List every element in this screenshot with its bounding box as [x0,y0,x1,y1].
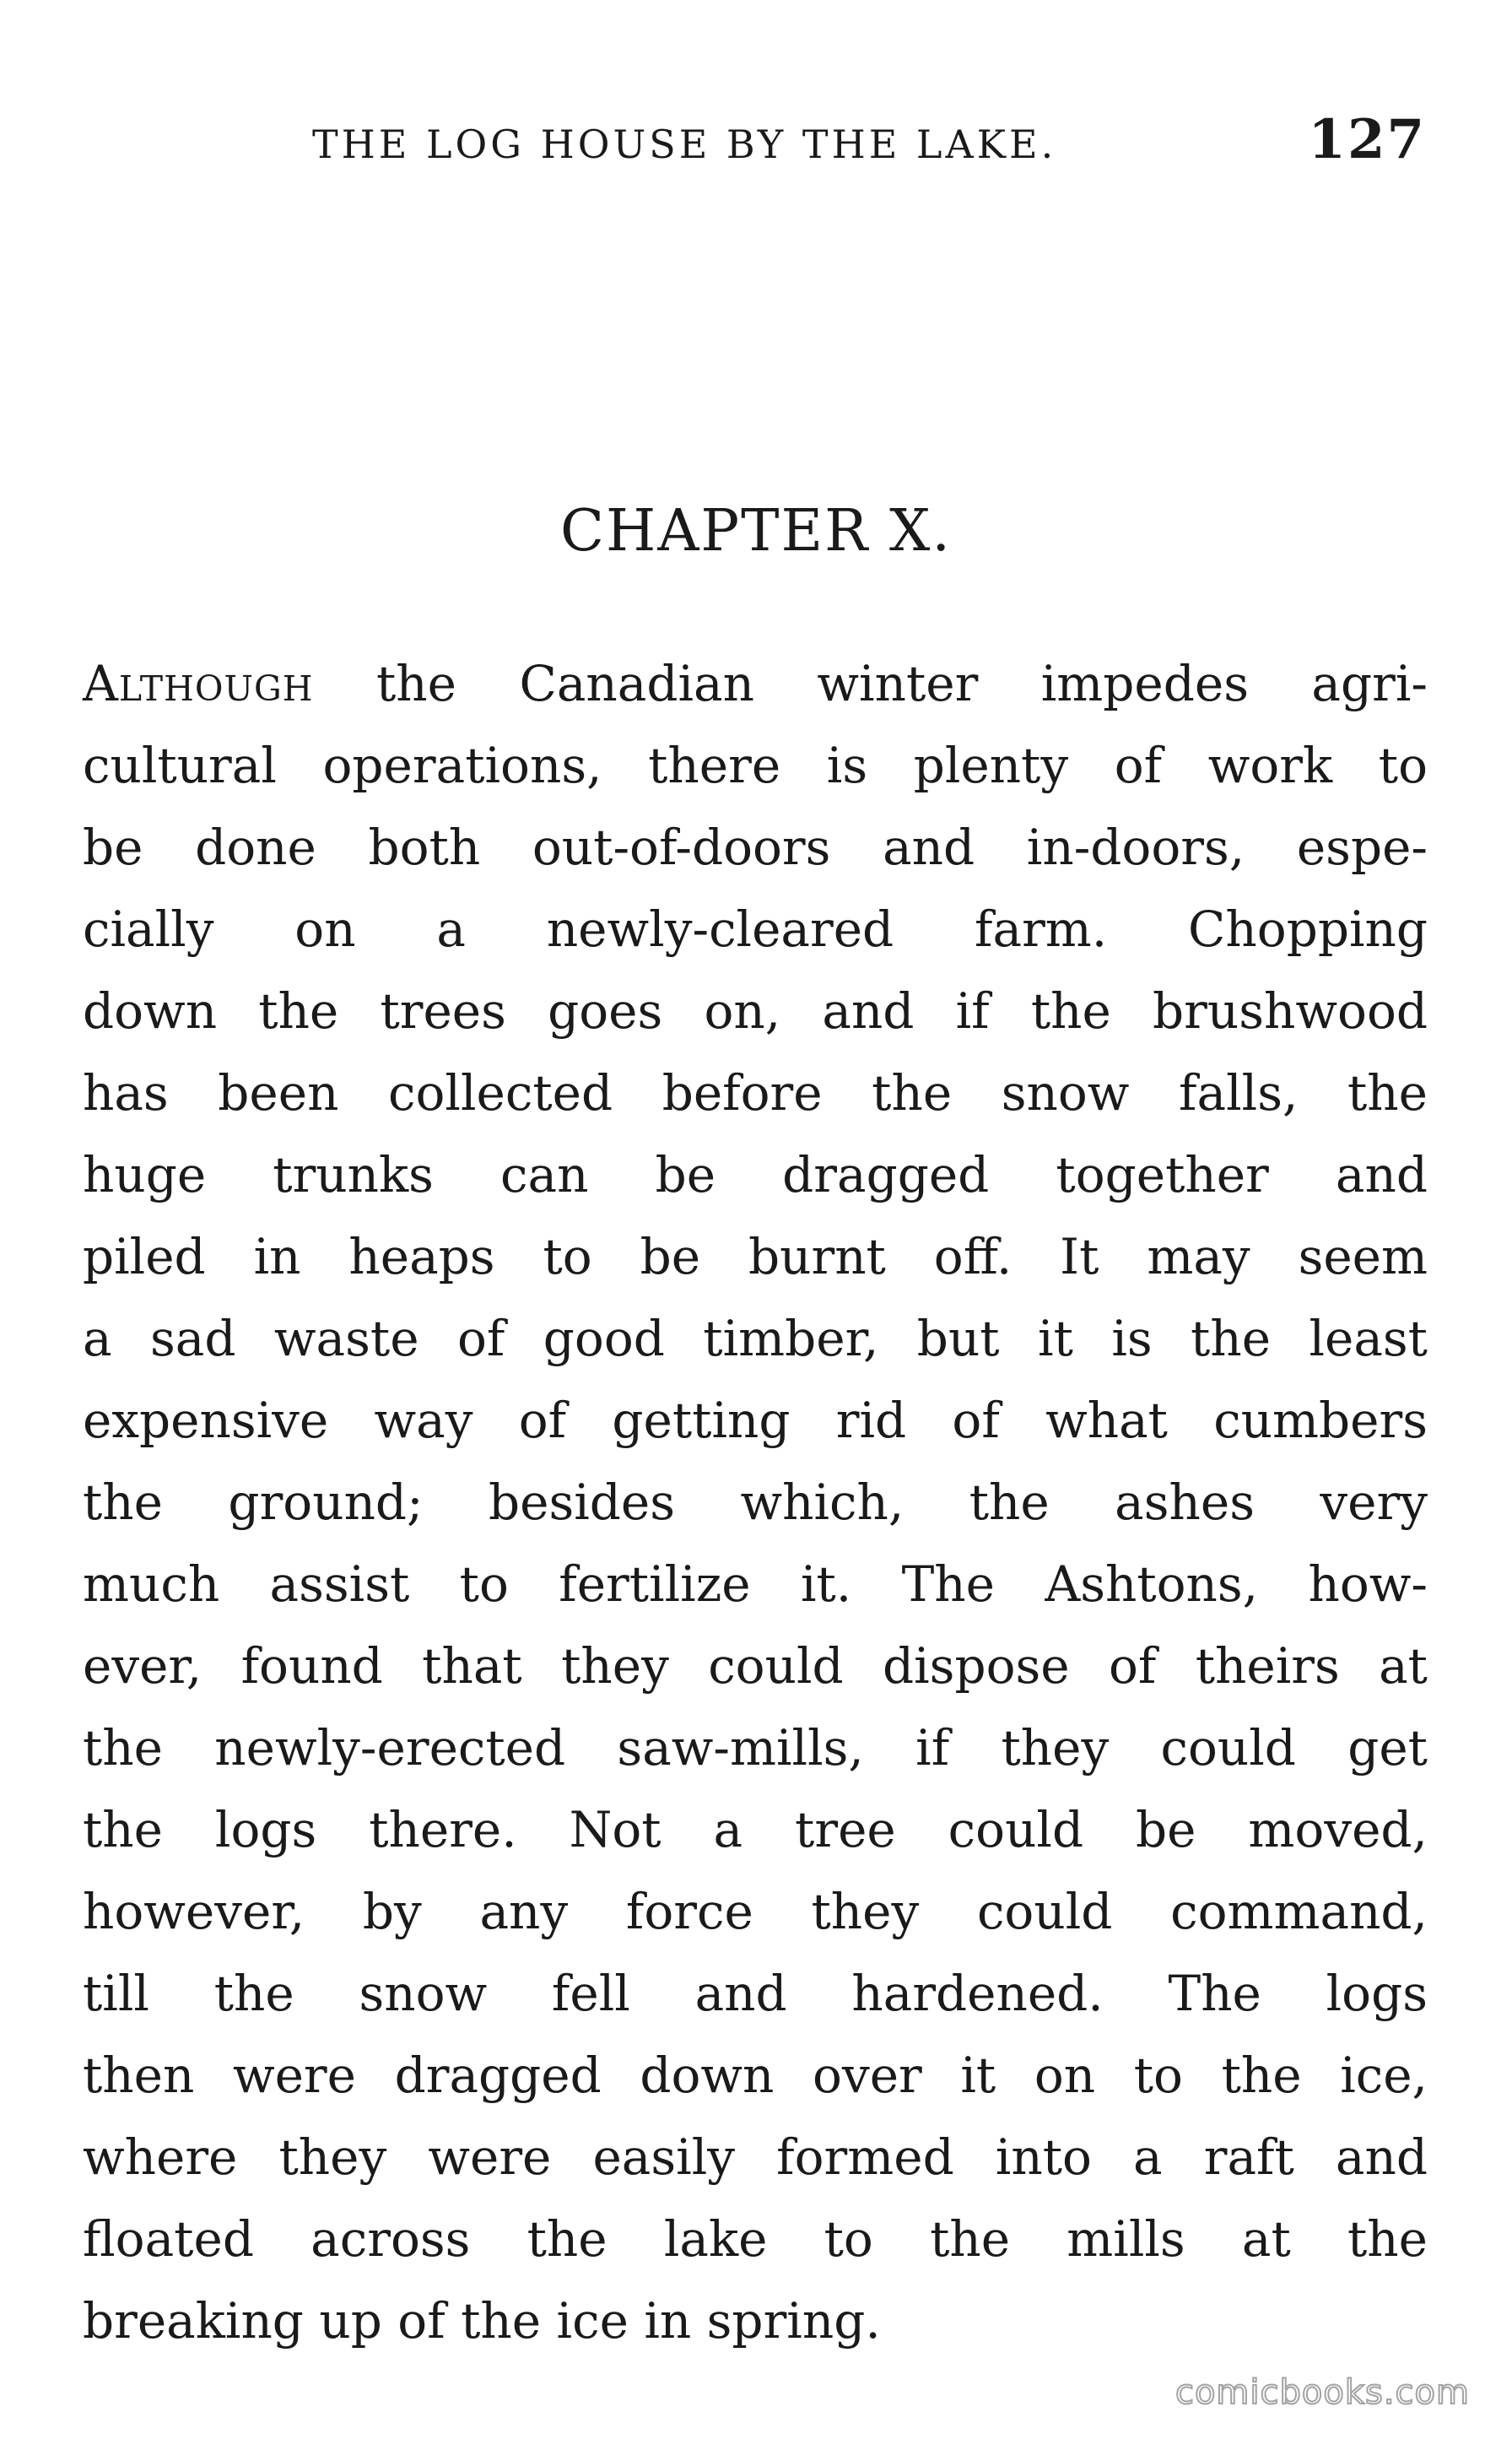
text-line: cultural operations, there is plenty of work to [83,737,1428,794]
text-line: the ground; besides which, the ashes very [83,1474,1428,1531]
running-head [312,108,1426,176]
chapter-heading: CHAPTER X. [559,498,953,565]
text-line-rest: the Canadian winter impedes agri- [313,655,1428,712]
text-line: piled in heaps to be burnt off. It may seem [83,1228,1428,1285]
running-title: THE LOG HOUSE BY THE LAKE. [312,122,1057,167]
text-line [83,643,1428,725]
text-line: has been collected before the snow falls, the [83,1064,1428,1122]
text-line: much assist to fertilize it. The Ashtons, how- [83,1555,1428,1613]
text-line: huge trunks can be dragged together and [83,1146,1428,1203]
text-line: cially on a newly-cleared farm. Chopping [83,900,1428,958]
text-line: where they were easily formed into a raft and [83,2128,1428,2186]
text-line: expensive way of getting rid of what cumbers [83,1392,1428,1449]
text-line: be done both out-of-doors and in-doors, espe- [83,819,1428,876]
watermark: comicbooks.com [1174,2373,1470,2412]
text-line: however, by any force they could command, [83,1883,1428,1940]
text-line: down the trees goes on, and if the brushwood [83,982,1428,1040]
text-line: floated across the lake to the mills at the [83,2210,1428,2268]
text-line: then were dragged down over it on to the ice, [83,2047,1428,2104]
page-number: 127 [1308,108,1426,171]
body-text [83,643,1428,2362]
text-line: breaking up of the ice in spring. [83,2292,881,2350]
text-line: a sad waste of good timber, but it is the least [83,1310,1428,1367]
text-line: the newly-erected saw-mills, if they could get [83,1719,1428,1777]
text-line: the logs there. Not a tree could be moved, [83,1801,1428,1858]
text-line: ever, found that they could dispose of theirs at [83,1637,1428,1695]
text-line: till the snow fell and hardened. The logs [83,1965,1428,2022]
lead-word: Although [83,655,314,712]
